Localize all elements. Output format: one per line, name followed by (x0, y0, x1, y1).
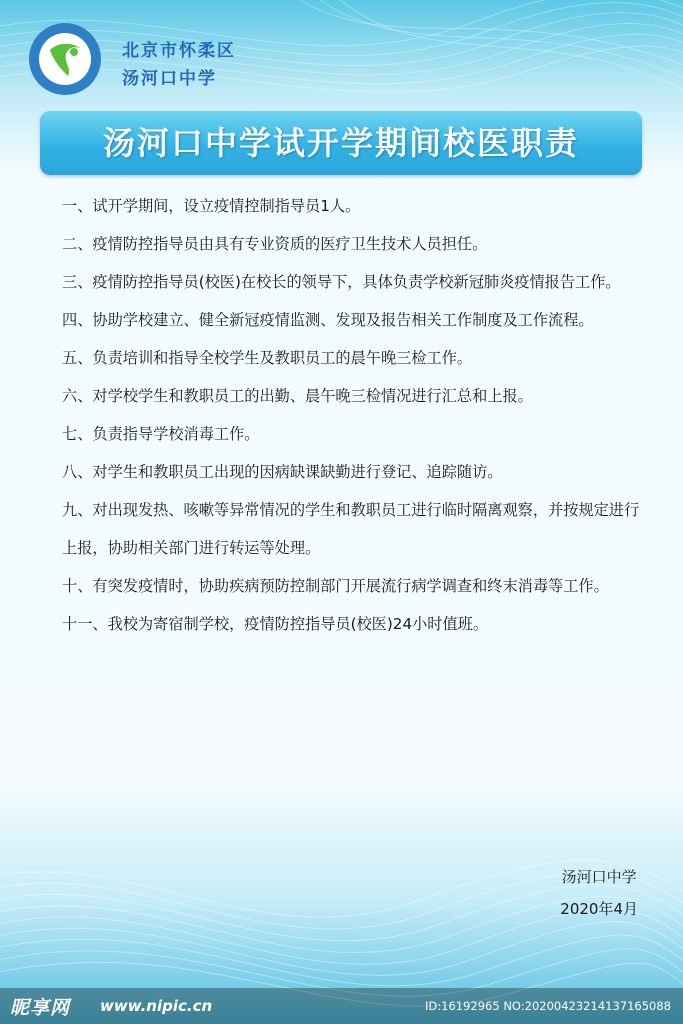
signature-org: 汤河口中学 (561, 868, 637, 886)
duty-item: 七、负责指导学校消毒工作。 (62, 425, 260, 443)
signature-date: 2020年4月 (560, 900, 638, 918)
watermark-id: ID:16192965 NO:20200423214137165088 (425, 999, 671, 1013)
duty-item: 五、负责培训和指导全校学生及教职员工的晨午晚三检工作。 (62, 349, 473, 367)
duty-item: 二、疫情防控指导员由具有专业资质的医疗卫生技术人员担任。 (62, 235, 488, 253)
school-name: 汤河口中学 (122, 69, 217, 89)
duty-item: 十、有突发疫情时，协助疾病预防控制部门开展流行病学调查和终末消毒等工作。 (62, 577, 609, 595)
watermark-bar (0, 988, 683, 1024)
school-header (28, 22, 668, 102)
school-logo-icon (28, 22, 102, 96)
duty-item: 六、对学校学生和教职员工的出勤、晨午晚三检情况进行汇总和上报。 (62, 387, 533, 405)
title-banner (40, 111, 642, 175)
signature-block (560, 861, 638, 925)
duty-item: 三、疫情防控指导员(校医)在校长的领导下，具体负责学校新冠肺炎疫情报告工作。 (62, 273, 621, 291)
district-name: 北京市怀柔区 (122, 41, 236, 61)
watermark-url: www.nipic.cn (100, 997, 213, 1015)
duties-list (62, 187, 652, 643)
watermark-brand: 昵享网 (10, 997, 71, 1019)
page-title: 汤河口中学试开学期间校医职责 (102, 124, 579, 162)
duty-item: 四、协助学校建立、健全新冠疫情监测、发现及报告相关工作制度及工作流程。 (62, 311, 594, 329)
duty-item: 一、试开学期间，设立疫情控制指导员1人。 (62, 197, 361, 215)
duty-item: 九、对出现发热、咳嗽等异常情况的学生和教职员工进行临时隔离观察，并按规定进行上报，协助相关部门进行转运等处理。 (62, 501, 640, 557)
duty-item: 八、对学生和教职员工出现的因病缺课缺勤进行登记、追踪随访。 (62, 463, 503, 481)
duty-item: 十一、我校为寄宿制学校，疫情防控指导员(校医)24小时值班。 (62, 615, 489, 633)
